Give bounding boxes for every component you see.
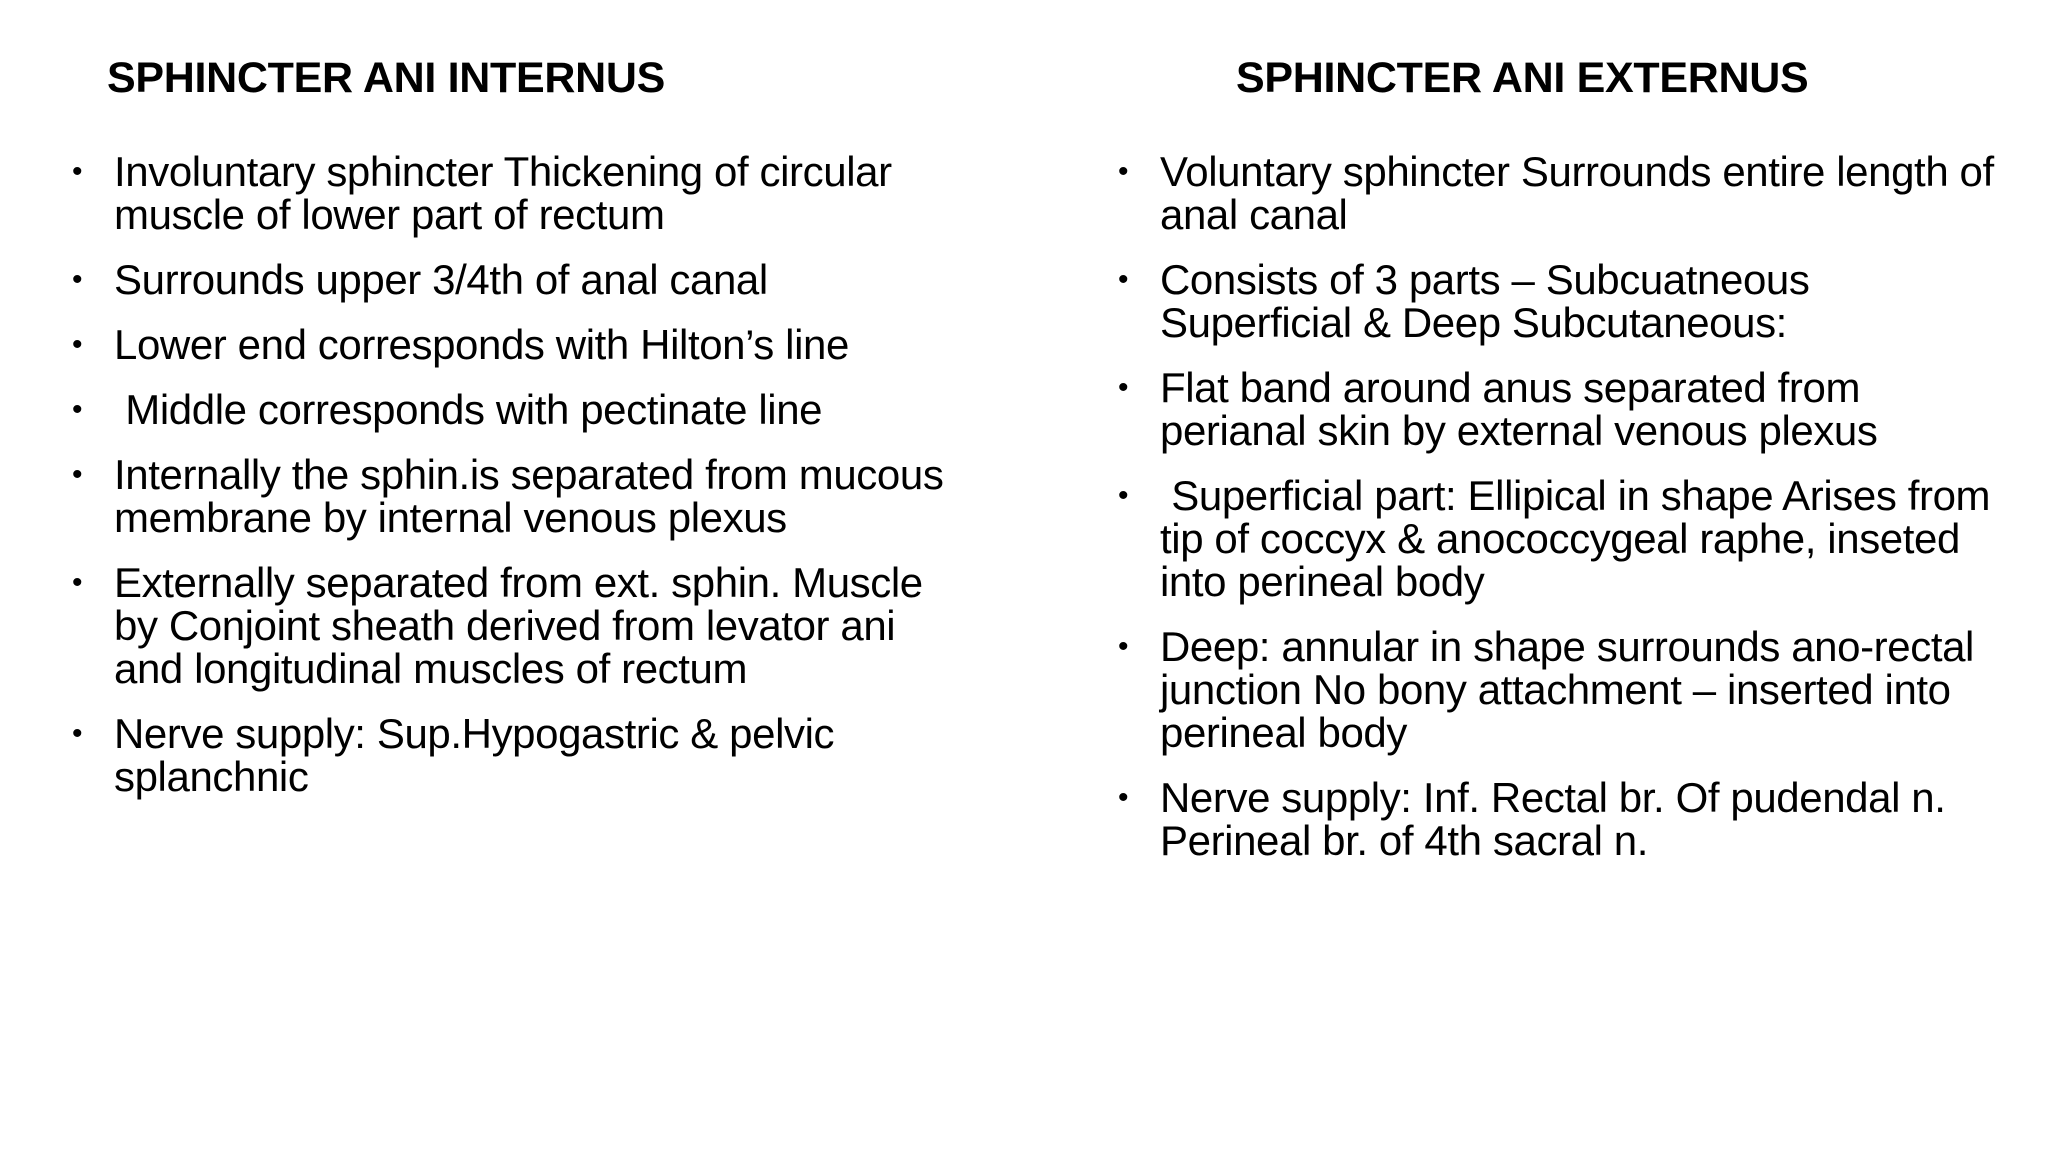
list-item	[72, 150, 972, 236]
list-item	[1118, 776, 1998, 862]
list-item	[1118, 366, 1998, 452]
bullet-icon: •	[72, 328, 83, 361]
list-item-text: Nerve supply: Inf. Rectal br. Of pudendal n. Perineal br. of 4th sacral n.	[1160, 774, 1946, 864]
list-item-text: Deep: annular in shape surrounds ano-rectal junction No bony attachment – inserted into perineal body	[1160, 623, 1974, 756]
list-item-text: Surrounds upper 3/4th of anal canal	[114, 256, 768, 303]
list-item-text: Middle corresponds with pectinate line	[114, 386, 823, 433]
bullet-icon: •	[1118, 781, 1129, 814]
list-item-text: Superficial part: Ellipical in shape Arises from tip of coccyx & anococcygeal raphe, inseted into perineal body	[1160, 472, 2002, 605]
list-item	[1118, 472, 2002, 605]
list-item	[72, 561, 972, 690]
list-item-text: Involuntary sphincter Thickening of circular muscle of lower part of rectum	[114, 148, 892, 238]
list-item-text: Lower end corresponds with Hilton’s line	[114, 321, 849, 368]
list-item-text: Externally separated from ext. sphin. Muscle by Conjoint sheath derived from levator ani and longitudinal muscles of rectum	[114, 559, 923, 692]
internus-bullet-list	[72, 150, 972, 820]
list-item	[72, 388, 972, 431]
list-item-text: Nerve supply: Sup.Hypogastric & pelvic splanchnic	[114, 710, 835, 800]
list-item	[1118, 625, 1998, 754]
list-item	[72, 712, 972, 798]
bullet-icon: •	[72, 263, 83, 296]
bullet-icon: •	[72, 566, 83, 599]
list-item-text: Voluntary sphincter Surrounds entire length of anal canal	[1160, 148, 1994, 238]
externus-bullet-list	[1118, 148, 2002, 884]
bullet-icon: •	[72, 458, 83, 491]
bullet-icon: •	[72, 717, 83, 750]
list-item	[1118, 258, 1998, 344]
bullet-icon: •	[1118, 630, 1129, 663]
bullet-icon: •	[72, 155, 83, 188]
heading-sphincter-ani-externus: SPHINCTER ANI EXTERNUS	[1236, 54, 1809, 102]
list-item	[1118, 150, 1998, 236]
bullet-icon: •	[1118, 371, 1129, 404]
bullet-icon: •	[72, 393, 83, 426]
list-item	[72, 258, 972, 301]
heading-sphincter-ani-internus: SPHINCTER ANI INTERNUS	[107, 54, 666, 102]
list-item-text: Internally the sphin.is separated from mucous membrane by internal venous plexus	[114, 451, 944, 541]
bullet-icon: •	[1118, 263, 1129, 296]
list-item	[72, 453, 972, 539]
list-item-text: Flat band around anus separated from perianal skin by external venous plexus	[1160, 364, 1878, 454]
bullet-icon: •	[1118, 479, 1129, 512]
bullet-icon: •	[1118, 155, 1129, 188]
list-item-text: Consists of 3 parts – Subcuatneous Superficial & Deep Subcutaneous:	[1160, 256, 1810, 346]
list-item	[72, 323, 972, 366]
